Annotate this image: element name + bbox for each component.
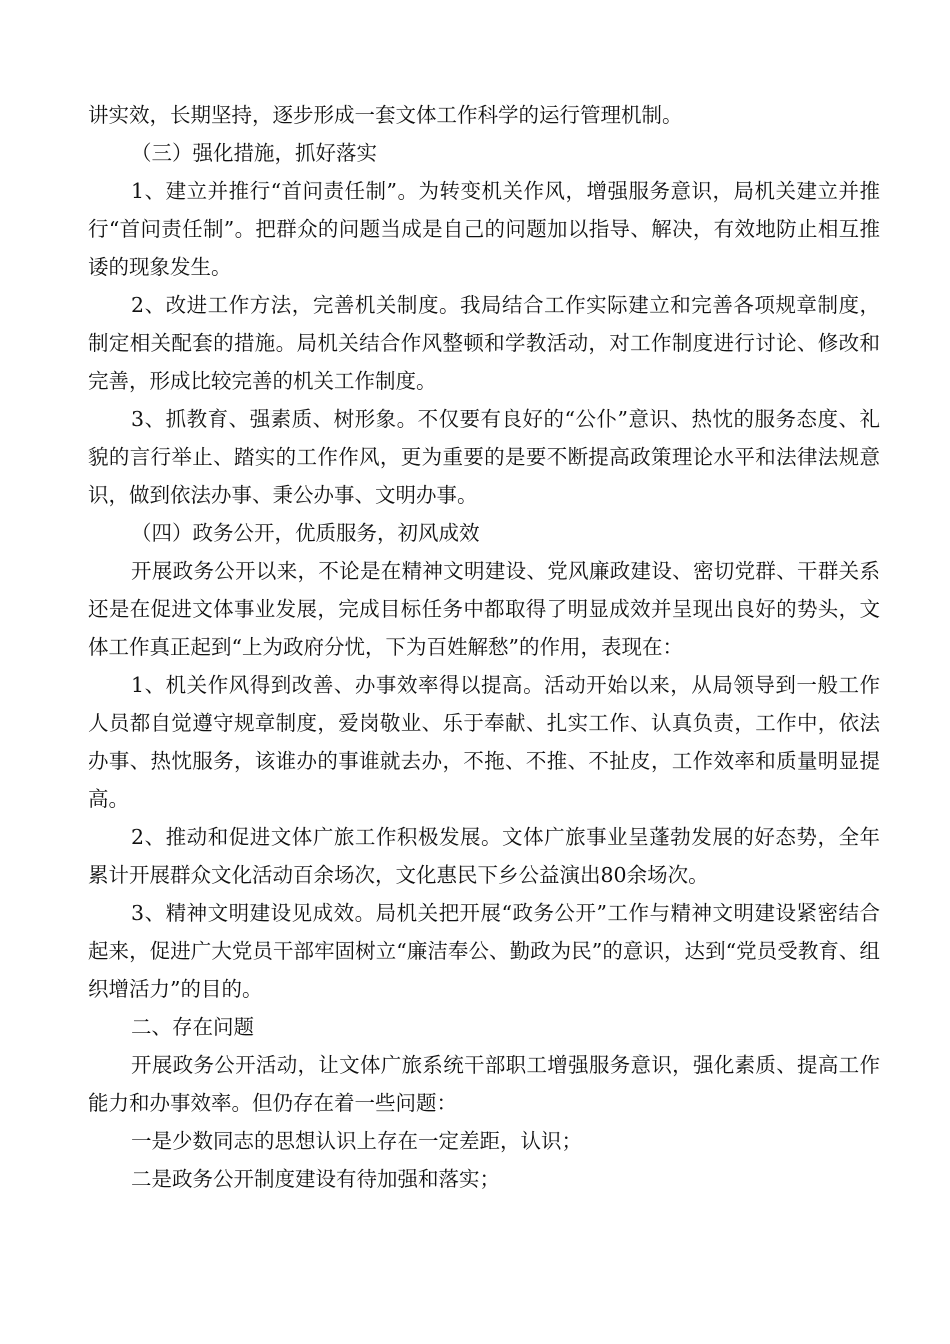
- paragraph-problem-one: 一是少数同志的思想认识上存在一定差距，认识；: [131, 1129, 583, 1153]
- paragraph-work-methods: 2、改进工作方法，完善机关制度。我局结合工作实际建立和完善各项规章制度，制定相关配套的措施。局机关结合作风整顿和学教活动，对工作制度进行讨论、修改和完善，形成比较完善的机关工作制度。: [88, 293, 880, 393]
- paragraph-problem-two: 二是政务公开制度建设有待加强和落实；: [131, 1167, 501, 1191]
- paragraph-education: 3、抓教育、强素质、树形象。不仅要有良好的“公仆”意识、热忱的服务态度、礼貌的言行举止、踏实的工作作风，更为重要的是要不断提高政策理论水平和法律法规意识，做到依法办事、秉公办事、文明办事。: [88, 407, 880, 507]
- document-page: [88, 96, 880, 1198]
- paragraph-problems-intro: 开展政务公开活动，让文体广旅系统干部职工增强服务意识，强化素质、提高工作能力和办事效率。但仍存在着一些问题：: [88, 1053, 880, 1115]
- paragraph-continuation: 讲实效，长期坚持，逐步形成一套文体工作科学的运行管理机制。: [88, 103, 683, 127]
- paragraph-first-inquiry: 1、建立并推行“首问责任制”。为转变机关作风，增强服务意识，局机关建立并推行“首问责任制”。把群众的问题当成是自己的问题加以指导、解决，有效地防止相互推诿的现象发生。: [88, 179, 880, 279]
- paragraph-efficiency: 1、机关作风得到改善、办事效率得以提高。活动开始以来，从局领导到一般工作人员都自觉遵守规章制度，爱岗敬业、乐于奉献、扎实工作、认真负责，工作中，依法办事、热忱服务，该谁办的事谁就去办，不拖、不推、不扯皮，工作效率和质量明显提高。: [88, 673, 880, 811]
- section-heading-3: （三）强化措施，抓好落实: [131, 141, 378, 165]
- paragraph-since-opening: 开展政务公开以来，不论是在精神文明建设、党风廉政建设、密切党群、干群关系还是在促进文体事业发展，完成目标任务中都取得了明显成效并呈现出良好的势头，文体工作真正起到“上为政府分忧，下为百姓解愁”的作用，表现在：: [88, 559, 880, 659]
- section-heading-problems: 二、存在问题: [131, 1015, 255, 1039]
- paragraph-development: 2、推动和促进文体广旅工作积极发展。文体广旅事业呈蓬勃发展的好态势，全年累计开展群众文化活动百余场次，文化惠民下乡公益演出80余场次。: [88, 825, 880, 887]
- paragraph-civilization: 3、精神文明建设见成效。局机关把开展“政务公开”工作与精神文明建设紧密结合起来，促进广大党员干部牢固树立“廉洁奉公、勤政为民”的意识，达到“党员受教育、组织增活力”的目的。: [88, 901, 880, 1001]
- section-heading-4: （四）政务公开，优质服务，初风成效: [131, 521, 480, 545]
